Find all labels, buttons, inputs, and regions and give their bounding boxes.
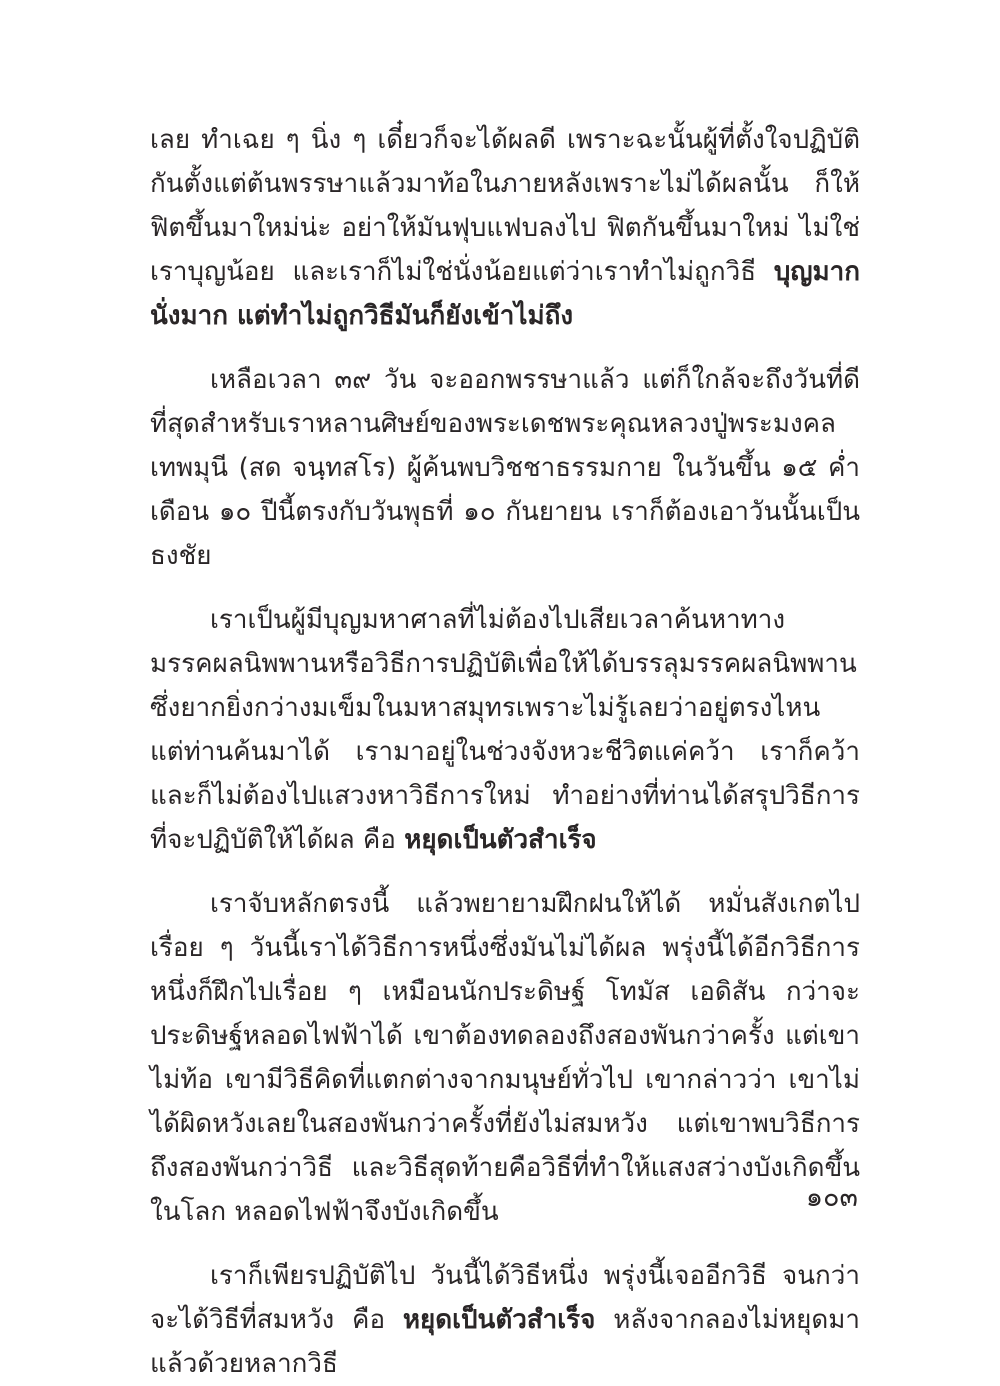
paragraph-text: เหลือเวลา ๓๙ วัน จะออกพรรษาแล้ว แต่ก็ใกล้จะถึงวันที่ดีที่สุดสำหรับเราหลานศิษย์ของพระเดชพระคุณหลวงปู่พระมงคลเทพมุนี (สด จนฺทสโร) ผู้ค้นพบวิชชาธรรมกาย ในวันขึ้น ๑๕ ค่ำ เดือน ๑๐ ปีนี้ตรงกับวันพุธที่ ๑๐ กันยายน เราก็ต้องเอาวันนั้นเป็นธงชัย [150,365,860,571]
paragraph-text: หลังจากลองไม่หยุดมาแล้วด้วยหลากวิธี [150,1305,861,1379]
page-number: ๑๐๓ [805,1182,858,1213]
paragraph [150,882,860,1234]
paragraph-text: เราจับหลักตรงนี้ แล้วพยายามฝึกฝนให้ได้ หมั่นสังเกตไปเรื่อย ๆ วันนี้เราได้วิธีการหนึ่งซึ่งมันไม่ได้ผล พรุ่งนี้ได้อีกวิธีการหนึ่งก็ฝึกไปเรื่อย ๆ เหมือนนักประดิษฐ์ โทมัส เอดิสัน กว่าจะประดิษฐ์หลอดไฟฟ้าได้ เขาต้องทดลองถึงสองพันกว่าครั้ง แต่เขาไม่ท้อ เขามีวิธีคิดที่แตกต่างจากมนุษย์ทั่วไป เขากล่าวว่า เขาไม่ได้ผิดหวังเลยในสองพันกว่าครั้งที่ยังไม่สมหวัง แต่เขาพบวิธีการถึงสองพันกว่าวิธี และวิธีสุดท้ายคือวิธีที่ทำให้แสงสว่างบังเกิดขึ้นในโลก หลอดไฟฟ้าจึงบังเกิดขึ้น [150,889,860,1227]
paragraph-text: เลย ทำเฉย ๆ นิ่ง ๆ เดี๋ยวก็จะได้ผลดี เพราะฉะนั้นผู้ที่ตั้งใจปฏิบัติกันตั้งแต่ต้นพรรษาแล้วมาท้อในภายหลังเพราะไม่ได้ผลนั้น ก็ให้ฟิตขึ้นมาใหม่น่ะ อย่าให้มันฟุบแฟบลงไป ฟิตกันขึ้นมาใหม่ ไม่ใช่เราบุญน้อย และเราก็ไม่ใช่นั่งน้อยแต่ว่าเราทำไม่ถูกวิธี [150,125,860,287]
page-body [150,118,860,1386]
paragraph [150,1254,860,1386]
paragraph [150,118,860,338]
paragraph-text: เราเป็นผู้มีบุญมหาศาลที่ไม่ต้องไปเสียเวลาค้นหาทางมรรคผลนิพพานหรือวิธีการปฏิบัติเพื่อให้ได้บรรลุมรรคผลนิพพาน ซึ่งยากยิ่งกว่างมเข็มในมหาสมุทรเพราะไม่รู้เลยว่าอยู่ตรงไหน แต่ท่านค้นมาได้ เรามาอยู่ในช่วงจังหวะชีวิตแค่คว้า เราก็คว้าและก็ไม่ต้องไปแสวงหาวิธีการใหม่ ทำอย่างที่ท่านได้สรุปวิธีการที่จะปฏิบัติให้ได้ผล คือ [150,605,860,855]
emphasis-text: หยุดเป็นตัวสำเร็จ [402,1305,596,1335]
paragraph [150,598,860,862]
paragraph [150,358,860,578]
emphasis-text: บุญมากนั่งมาก แต่ทำไม่ถูกวิธีมันก็ยังเข้าไม่ถึง [150,257,860,331]
paragraph-text: เราก็เพียรปฏิบัติไป วันนี้ได้วิธีหนึ่ง พรุ่งนี้เจออีกวิธี จนกว่าจะได้วิธีที่สมหวัง คือ [150,1261,860,1335]
emphasis-text: หยุดเป็นตัวสำเร็จ [404,825,597,855]
